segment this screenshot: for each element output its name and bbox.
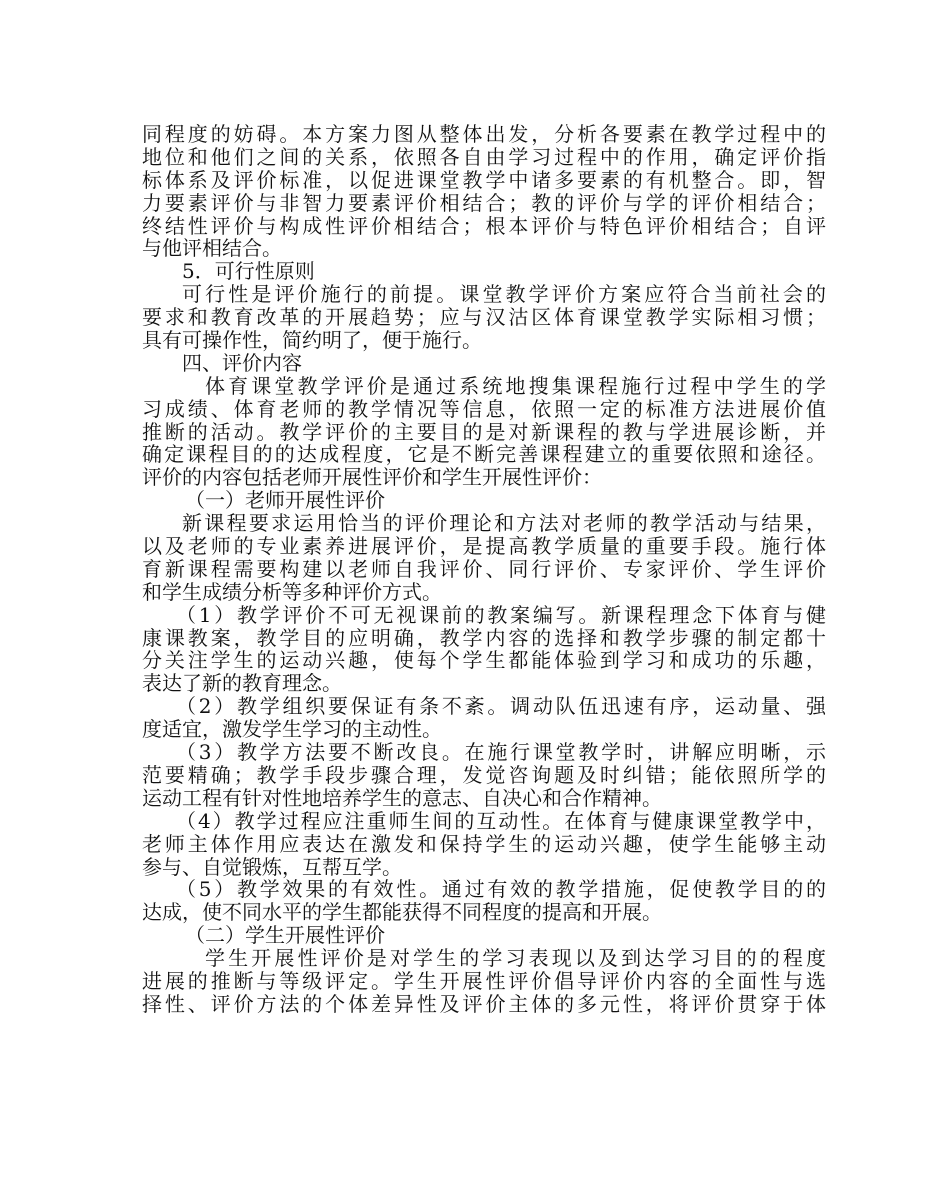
text-line: 习成绩、体育老师的教学情况等信息，依照一定的标准方法进展价值 <box>142 396 826 421</box>
text-line: 范要精确；教学手段步骤合理，发觉咨询题及时纠错；能依照所学的 <box>142 762 826 787</box>
text-line: 表达了新的教育理念。 <box>142 671 342 696</box>
text-line: 康课教案，教学目的应明确，教学内容的选择和教学步骤的制定都十 <box>142 625 826 650</box>
text-line: 评价的内容包括老师开展性评价和学生开展性评价： <box>142 465 602 490</box>
text-line: 力要素评价与非智力要素评价相结合；教的评价与学的评价相结合； <box>142 190 826 215</box>
text-line: （2）教学组织要保证有条不紊。调动队伍迅速有序，运动量、强 <box>176 694 826 719</box>
text-line: 达成，使不同水平的学生都能获得不同程度的提高和开展。 <box>142 900 662 925</box>
text-line: 标体系及评价标准，以促进课堂教学中诸多要素的有机整合。即，智 <box>142 167 826 192</box>
text-line: 新课程要求运用恰当的评价理论和方法对老师的教学活动与结果， <box>182 511 826 536</box>
text-line: 和学生成绩分析等多种评价方式。 <box>142 579 442 604</box>
text-line: 分关注学生的运动兴趣，使每个学生都能体验到学习和成功的乐趣， <box>142 648 826 673</box>
section-heading: （二）学生开展性评价 <box>185 923 385 948</box>
text-line: 择性、评价方法的个体差异性及评价主体的多元性，将评价贯穿于体 <box>142 991 826 1016</box>
section-heading: 5．可行性原则 <box>182 259 315 284</box>
text-line: 确定课程目的的达成程度，它是不断完善课程建立的重要依照和途径。 <box>142 442 826 467</box>
text-line: （5）教学效果的有效性。通过有效的教学措施，促使教学目的的 <box>176 877 826 902</box>
text-line: 学生开展性评价是对学生的学习表现以及到达学习目的的程度 <box>205 946 826 971</box>
section-heading: 四、评价内容 <box>182 350 302 375</box>
text-line: 运动工程有针对性地培养学生的意志、自决心和合作精神。 <box>142 785 662 810</box>
text-line: 体育课堂教学评价是通过系统地搜集课程施行过程中学生的学 <box>205 373 826 398</box>
text-line: 具有可操作性，简约明了，便于施行。 <box>142 328 482 353</box>
text-line: 老师主体作用应表达在激发和保持学生的运动兴趣，使学生能够主动 <box>142 831 826 856</box>
text-line: 地位和他们之间的关系，依照各自由学习过程中的作用，确定评价指 <box>142 144 826 169</box>
text-line: 可行性是评价施行的前提。课堂教学评价方案应符合当前社会的 <box>182 282 826 307</box>
section-heading: （一）老师开展性评价 <box>185 488 385 513</box>
text-line: 以及老师的专业素养进展评价，是提高教学质量的重要手段。施行体 <box>142 534 826 559</box>
document-page <box>142 123 826 1016</box>
text-line: 推断的活动。教学评价的主要目的是对新课程的教与学进展诊断，并 <box>142 419 826 444</box>
text-line: 参与、自觉锻炼，互帮互学。 <box>142 854 402 879</box>
text-line: （3）教学方法要不断改良。在施行课堂教学时，讲解应明晰，示 <box>176 740 826 765</box>
text-line: （4）教学过程应注重师生间的互动性。在体育与健康课堂教学中， <box>176 808 826 833</box>
text-line: 与他评相结合。 <box>142 236 282 261</box>
text-line: 终结性评价与构成性评价相结合；根本评价与特色评价相结合；自评 <box>142 213 826 238</box>
text-line: （1）教学评价不可无视课前的教案编写。新课程理念下体育与健 <box>176 602 826 627</box>
text-line: 育新课程需要构建以老师自我评价、同行评价、专家评价、学生评价 <box>142 556 826 581</box>
text-line: 要求和教育改革的开展趋势；应与汉沽区体育课堂教学实际相习惯； <box>142 305 826 330</box>
text-line: 同程度的妨碍。本方案力图从整体出发，分析各要素在教学过程中的 <box>142 122 826 146</box>
text-line: 进展的推断与等级评定。学生开展性评价倡导评价内容的全面性与选 <box>142 968 826 993</box>
text-line: 度适宜，激发学生学习的主动性。 <box>142 717 442 742</box>
